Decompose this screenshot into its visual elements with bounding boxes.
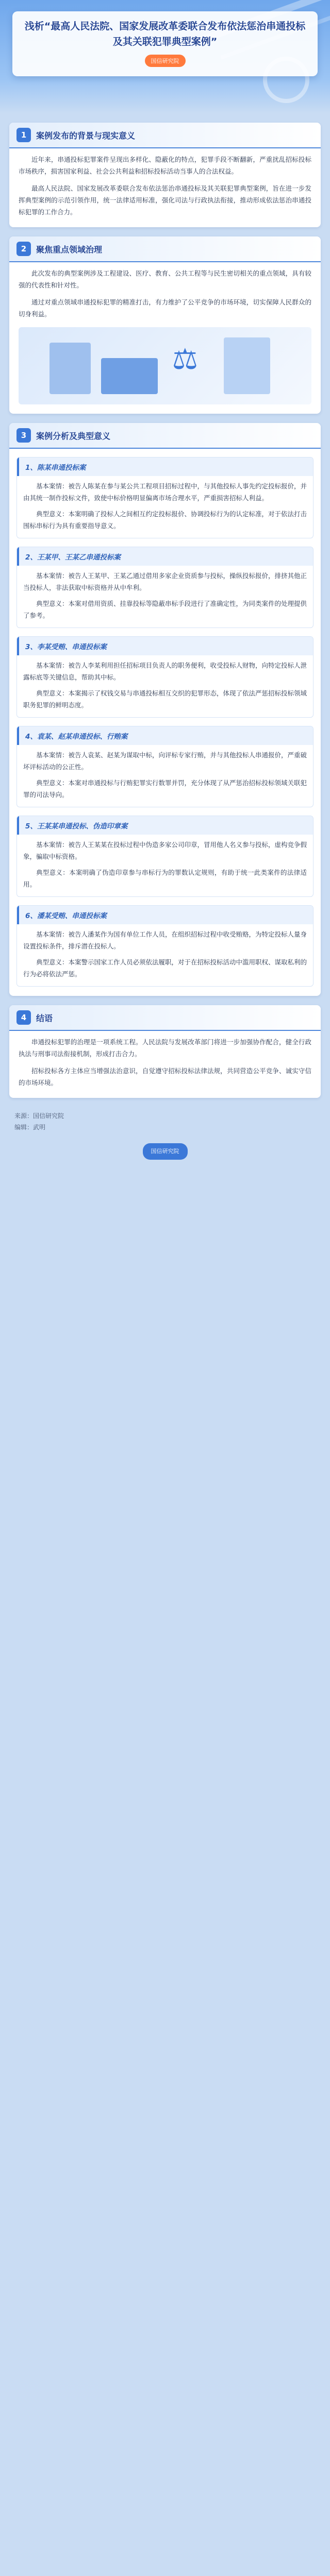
case-block	[16, 905, 314, 987]
footer-source: 来源：国信研究院	[14, 1112, 64, 1120]
section-1	[9, 123, 321, 227]
paragraph: 典型意义：本案对借用资质、挂靠投标等隐蔽串标手段进行了准确定性，为同类案件的处理提供了参考。	[23, 600, 307, 619]
section-title: 案例分析及典型意义	[36, 431, 111, 441]
section-header	[9, 236, 321, 262]
section-title: 案例发布的背景与现实意义	[36, 130, 136, 141]
paragraph: 通过对重点领域串通投标犯罪的精准打击，有力维护了公平竞争的市场环境，切实保障人民群众的切身利益。	[19, 298, 311, 318]
paragraph: 典型意义：本案对串通投标与行贿犯罪实行数罪并罚，充分体现了从严惩治招标投标领域关联犯罪的司法导向。	[23, 779, 307, 799]
case-title: 2、王某甲、王某乙串通投标案	[17, 547, 313, 566]
section-number: 3	[16, 428, 31, 443]
paragraph: 典型意义：本案明确了伪造印章参与串标行为的罪数认定规则，有助于统一此类案件的法律适用。	[23, 869, 307, 888]
section-header	[9, 123, 321, 148]
paragraph: 典型意义：本案明确了投标人之间相互约定投标报价、协调投标行为的认定标准，对于依法打击围标串标行为具有重要指导意义。	[23, 510, 307, 530]
section-title: 聚焦重点领域治理	[36, 244, 103, 255]
case-title: 1、陈某串通投标案	[17, 457, 313, 476]
section-title: 结语	[36, 1013, 53, 1023]
case-title: 5、王某某串通投标、伪造印章案	[17, 816, 313, 835]
case-block	[16, 547, 314, 628]
paragraph: 基本案情：被告人潘某作为国有单位工作人员，在组织招标过程中收受贿赂，为特定投标人量身设置投标条件，排斥潜在投标人。	[23, 930, 307, 950]
article-header	[0, 0, 330, 113]
section-header	[9, 423, 321, 449]
paragraph: 基本案情：被告人陈某在参与某公共工程项目招标过程中，与其他投标人事先约定投标报价，并由其统一制作投标文件，致使中标价格明显偏离市场合理水平，严重损害招标人利益。	[23, 482, 307, 502]
article-page	[0, 0, 330, 1185]
case-title: 4、袁某、赵某串通投标、行贿案	[17, 726, 313, 745]
title-card	[12, 11, 318, 76]
building-shape	[101, 358, 158, 394]
article-title: 浅析“最高人民法院、国家发展改革委联合发布依法惩治串通投标及其关联犯罪典型案例”	[24, 21, 306, 47]
paragraph: 招标投标各方主体应当增强法治意识，自觉遵守招标投标法律法规，共同营造公平竞争、诚实守信的市场环境。	[19, 1067, 311, 1087]
illustration	[19, 327, 311, 404]
paragraph: 此次发布的典型案例涉及工程建设、医疗、教育、公共工程等与民生密切相关的重点领域，具有较强的代表性和针对性。	[19, 269, 311, 289]
section-3	[9, 423, 321, 996]
case-block	[16, 457, 314, 538]
section-header	[9, 1005, 321, 1031]
footer-logo: 国信研究院	[143, 1143, 188, 1160]
paragraph: 近年来，串通投标犯罪案件呈现出多样化、隐蔽化的特点，犯罪手段不断翻新，严重扰乱招标投标市场秩序，损害国家利益、社会公共利益和招标投标活动当事人的合法权益。	[19, 156, 311, 175]
section-number: 1	[16, 128, 31, 142]
section-2	[9, 236, 321, 414]
paragraph: 基本案情：被告人袁某、赵某为谋取中标，向评标专家行贿，并与其他投标人串通报价，严重破坏评标活动的公正性。	[23, 751, 307, 771]
article-footer	[0, 1098, 330, 1165]
section-number: 2	[16, 242, 31, 256]
footer-editor: 编辑：武明	[14, 1124, 46, 1131]
section-number: 4	[16, 1010, 31, 1025]
source-tag: 国信研究院	[145, 55, 186, 67]
building-shape	[50, 343, 91, 394]
paragraph: 基本案情：被告人李某利用担任招标项目负责人的职务便利，收受投标人财物，向特定投标人泄露标底等关键信息，帮助其中标。	[23, 662, 307, 681]
building-shape	[224, 337, 270, 394]
case-title: 6、潘某受贿、串通投标案	[17, 906, 313, 924]
paragraph: 串通投标犯罪的治理是一项系统工程。人民法院与发展改革部门将进一步加强协作配合，健全行政执法与刑事司法衔接机制，形成打击合力。	[19, 1038, 311, 1058]
paragraph: 基本案情：被告人王某某在投标过程中伪造多家公司印章，冒用他人名义参与投标，虚构竞争假象，骗取中标资格。	[23, 841, 307, 860]
paragraph: 典型意义：本案警示国家工作人员必须依法履职，对于在招标投标活动中滥用职权、谋取私利的行为必将依法严惩。	[23, 958, 307, 978]
paragraph: 最高人民法院、国家发展改革委联合发布依法惩治串通投标及其关联犯罪典型案例，旨在进一步发挥典型案例的示范引领作用，统一法律适用标准，强化司法与行政执法衔接，推动形成依法惩治串通投标犯罪的工作合力。	[19, 184, 311, 216]
case-block	[16, 816, 314, 897]
scale-icon: ⚖	[172, 343, 198, 376]
article-content	[0, 123, 330, 1098]
paragraph: 典型意义：本案揭示了权钱交易与串通投标相互交织的犯罪形态，体现了依法严惩招标投标领域职务犯罪的鲜明态度。	[23, 689, 307, 709]
paragraph: 基本案情：被告人王某甲、王某乙通过借用多家企业资质参与投标，操纵投标报价，排挤其他正当投标人，非法获取中标资格并从中牟利。	[23, 572, 307, 591]
case-block	[16, 636, 314, 718]
case-title: 3、李某受贿、串通投标案	[17, 637, 313, 655]
section-4	[9, 1005, 321, 1098]
case-block	[16, 726, 314, 807]
